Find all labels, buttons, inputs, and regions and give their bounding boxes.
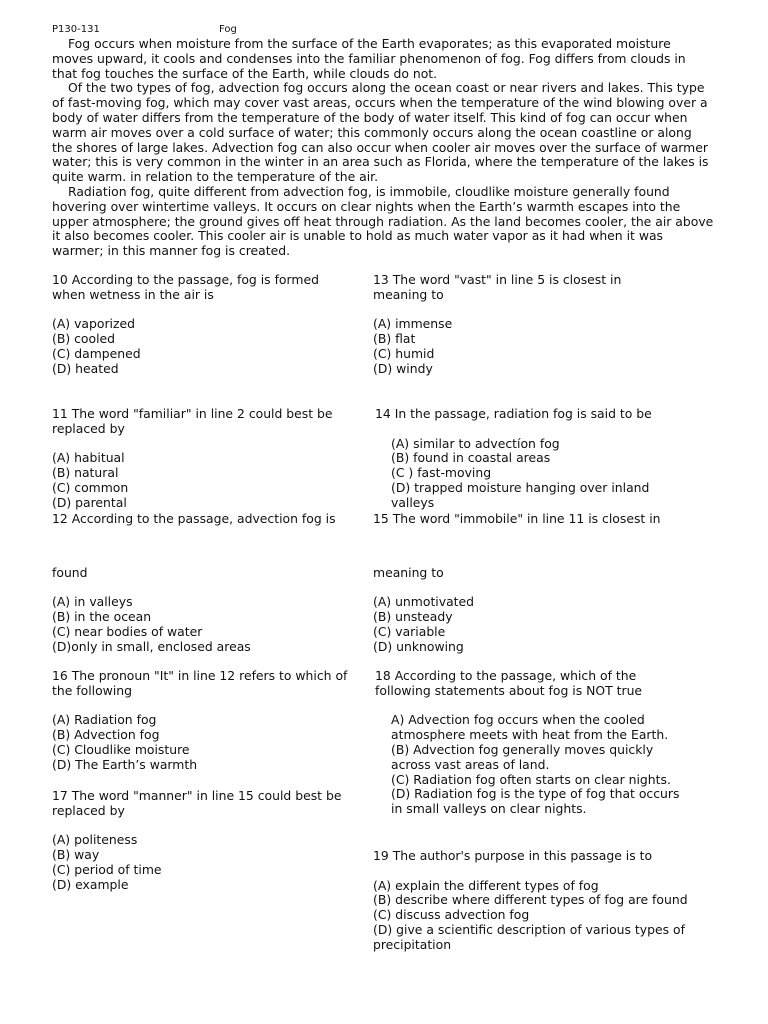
answer-option[interactable]: (A) explain the different types of fog [373, 877, 599, 893]
answer-option[interactable]: (C) dampened [52, 345, 141, 361]
reading-passage [52, 37, 714, 259]
answer-option[interactable]: (D) give a scientific description of various types of precipitation [373, 921, 685, 952]
passage-paragraph: Fog occurs when moisture from the surface of the Earth evaporates; as this evaporated moisture moves upward, it cools and condenses into the familiar phenomenon of fog. Fog differs from clouds in that fog touches the surface of the Earth, while clouds do not. [52, 36, 686, 81]
question-stem: 11 The word "familiar" in line 2 could best be [52, 406, 333, 421]
question-stem: meaning to [373, 286, 444, 302]
question-stem: 19 The author's purpose in this passage is to [373, 848, 653, 863]
question-16 [52, 669, 347, 773]
answer-option[interactable]: (B) Advection fog [52, 727, 160, 743]
answer-option[interactable]: (A) vaporized [52, 316, 135, 332]
answer-option[interactable]: A) Advection fog occurs when the cooled atmosphere meets with heat from the Earth. [391, 712, 669, 743]
answer-option[interactable]: (D) windy [373, 360, 433, 376]
answer-option[interactable]: (A) unmotivated [373, 594, 475, 610]
question-stem: following statements about fog is NOT true [375, 682, 643, 698]
answer-option[interactable]: (D) Radiation fog is the type of fog that occurs in small valleys on clear nights. [391, 786, 680, 817]
answer-option[interactable]: (B) Advection fog generally moves quickly across vast areas of land. [391, 741, 654, 772]
question-10 [52, 273, 319, 377]
answer-option[interactable]: (A) habitual [52, 450, 125, 466]
answer-option[interactable]: (B) way [52, 847, 100, 863]
answer-option[interactable]: (D) parental [52, 494, 127, 510]
page-code: P130-131 [52, 24, 100, 35]
passage-paragraph: Of the two types of fog, advection fog occurs along the ocean coast or near rivers and lakes. This type of fast-moving fog, which may cover vast areas, occurs when the temperature of the wind blowing over a body of water differs from the temperature of the body of water itself. This kind of fog can occur when warm air moves over a cold surface of water; this commonly occurs along the ocean coastline or along the shores of large lakes. Advection fog can also occur when cooler air moves over the surface of warmer water; this is very common in the winter in an area such as Florida, where the temperature of the lakes is quite warm. in relation to the temperature of the air. [52, 80, 709, 185]
answer-option[interactable]: (C) common [52, 479, 129, 495]
answer-option[interactable]: (C) variable [373, 623, 446, 639]
question-stem: 15 The word "immobile" in line 11 is closest in [373, 511, 661, 526]
answer-option[interactable]: (C) humid [373, 345, 435, 361]
question-stem: when wetness in the air is [52, 286, 214, 302]
question-15 [373, 512, 661, 655]
answer-option[interactable]: (C ) fast-moving [391, 465, 492, 481]
question-stem: 17 The word "manner" in line 15 could best be [52, 788, 342, 803]
question-stem: 18 According to the passage, which of the [375, 668, 637, 683]
answer-option[interactable]: (C) period of time [52, 861, 162, 877]
answer-option[interactable]: (A) immense [373, 316, 453, 332]
page-header [52, 24, 237, 36]
answer-option[interactable]: (B) in the ocean [52, 609, 152, 625]
answer-option[interactable]: (D) unknowing [373, 638, 464, 654]
question-18 [375, 669, 687, 817]
answer-option[interactable]: (B) found in coastal areas [391, 450, 551, 466]
answer-option[interactable]: (C) Cloudlike moisture [52, 741, 190, 757]
passage-paragraph: Radiation fog, quite different from advection fog, is immobile, cloudlike moisture generally found hovering over wintertime valleys. It occurs on clear nights when the Earth’s warmth escapes into the upper atmosphere; the ground gives off heat through radiation. As the land becomes cooler, the air above it also becomes cooler. This cooler air is unable to hold as much water vapor as it had when it was warmer; in this manner fog is created. [52, 183, 714, 259]
question-12 [52, 512, 336, 655]
answer-option[interactable]: (A) politeness [52, 832, 138, 848]
question-stem: 12 According to the passage, advection fog is [52, 511, 336, 526]
answer-option[interactable]: (D)only in small, enclosed areas [52, 638, 251, 654]
answer-option[interactable]: (D) heated [52, 360, 119, 376]
answer-option[interactable]: (D) The Earth’s warmth [52, 756, 198, 772]
question-stem: the following [52, 682, 132, 698]
question-stem: 13 The word "vast" in line 5 is closest in [373, 272, 622, 287]
question-11 [52, 407, 333, 511]
question-stem: 10 According to the passage, fog is formed [52, 272, 319, 287]
answer-option[interactable]: (B) unsteady [373, 609, 453, 625]
answer-option[interactable]: (C) Radiation fog often starts on clear nights. [391, 771, 671, 787]
question-stem: 14 In the passage, radiation fog is said to be [375, 406, 652, 421]
answer-option[interactable]: (B) flat [373, 331, 416, 347]
answer-option[interactable]: (D) example [52, 876, 129, 892]
question-stem: replaced by [52, 420, 125, 436]
page-title: Fog [219, 24, 237, 35]
answer-option[interactable]: (B) describe where different types of fog are found [373, 892, 688, 908]
question-14 [375, 407, 675, 511]
answer-option[interactable]: (A) similar to advectíon fog [391, 435, 560, 451]
answer-option[interactable]: (D) trapped moisture hanging over inland valleys [391, 479, 650, 510]
question-stem: found [52, 564, 88, 580]
answer-option[interactable]: (B) cooled [52, 331, 116, 347]
answer-option[interactable]: (C) discuss advection fog [373, 907, 530, 923]
question-17 [52, 789, 341, 893]
answer-option[interactable]: (C) near bodies of water [52, 623, 203, 639]
question-stem: 16 The pronoun "It" in line 12 refers to which of [52, 668, 348, 683]
answer-option[interactable]: (A) Radiation fog [52, 712, 157, 728]
question-stem: replaced by [52, 802, 125, 818]
question-stem: meaning to [373, 564, 444, 580]
question-19 [373, 849, 695, 953]
question-13 [373, 273, 621, 377]
answer-option[interactable]: (B) natural [52, 465, 119, 481]
answer-option[interactable]: (A) in valleys [52, 594, 133, 610]
